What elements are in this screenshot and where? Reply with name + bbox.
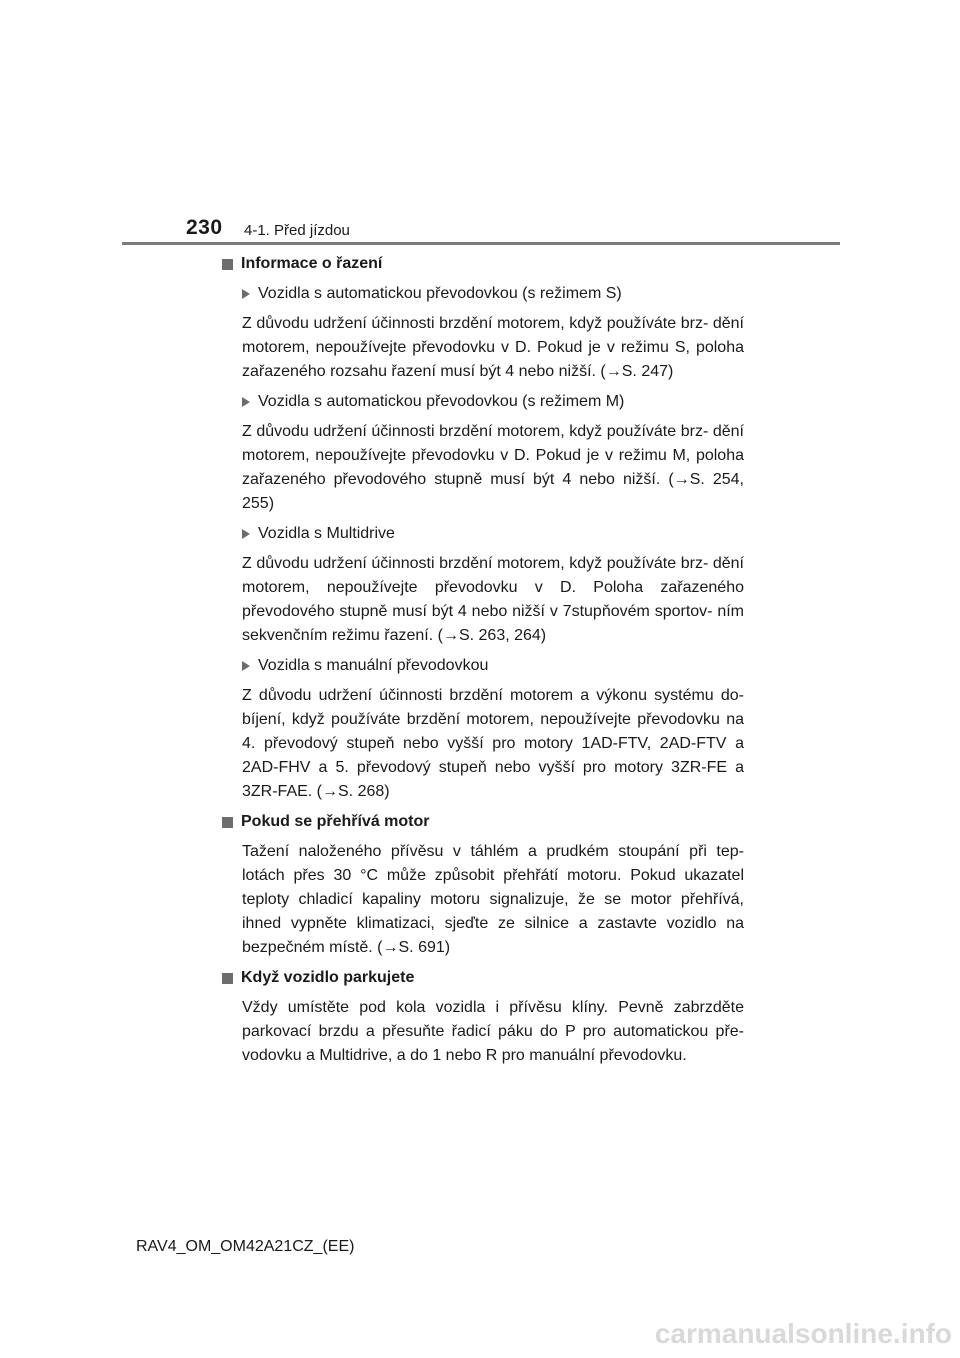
sub-heading xyxy=(222,654,744,678)
watermark: carmanualsonline.info xyxy=(654,1318,952,1349)
sub-heading xyxy=(222,390,744,414)
paragraph: Z důvodu udržení účinnosti brzdění motorem, když používáte brz- dění motorem, nepoužívejte převodovku v D. Pokud je v režimu S, poloha zařazeného rozsahu řazení musí být 4 nebo nižší. (→S. 247) xyxy=(242,315,744,380)
sub-heading xyxy=(222,282,744,306)
triangle-bullet-icon xyxy=(242,529,250,539)
section-heading xyxy=(222,810,744,834)
section-heading-text: Pokud se přehřívá motor xyxy=(241,813,430,830)
page-number: 230 xyxy=(186,216,223,239)
triangle-bullet-icon xyxy=(242,661,250,671)
paragraph: Vždy umístěte pod kola vozidla i přívěsu klíny. Pevně zabrzděte parkovací brzdu a přesuňte řadicí páku do P pro automatickou pře- vodovku a Multidrive, a do 1 nebo R pro manuální převodovku. xyxy=(242,999,744,1064)
sub-heading-text: Vozidla s automatickou převodovkou (s režimem M) xyxy=(258,393,625,410)
triangle-bullet-icon xyxy=(242,397,250,407)
square-bullet-icon xyxy=(222,817,233,828)
document-code: RAV4_OM_OM42A21CZ_(EE) xyxy=(136,1238,355,1255)
main-content xyxy=(222,252,744,1074)
triangle-bullet-icon xyxy=(242,289,250,299)
section-heading-text: Informace o řazení xyxy=(241,255,383,272)
sub-heading xyxy=(222,522,744,546)
square-bullet-icon xyxy=(222,259,233,270)
section-title: 4-1. Před jízdou xyxy=(244,222,350,239)
header-divider xyxy=(122,242,840,245)
paragraph: Z důvodu udržení účinnosti brzdění motorem a výkonu systému do- bíjení, když používáte brzdění motorem, nepoužívejte převodovku na 4. převodový stupeň nebo vyšší pro motory 1AD-FTV, 2AD-FTV a 2AD-FHV a 5. převodový stupeň nebo vyšší pro motory 3ZR-FE a 3ZR-FAE. (→S. 268) xyxy=(242,687,744,800)
paragraph: Z důvodu udržení účinnosti brzdění motorem, když používáte brz- dění motorem, nepoužívejte převodovku v D. Pokud je v režimu M, poloha zařazeného převodového stupně musí být 4 nebo nižší. (→S. 254, 255) xyxy=(242,423,744,512)
paragraph: Tažení naloženého přívěsu v táhlém a prudkém stoupání při tep- lotách přes 30 °C může způsobit přehřátí motoru. Pokud ukazatel teploty chladicí kapaliny motoru signalizuje, že se motor přehřívá, ihned vypněte klimatizaci, sjeďte ze silnice a zastavte vozidlo na bezpečném místě. (→S. 691) xyxy=(242,843,744,956)
sub-heading-text: Vozidla s automatickou převodovkou (s režimem S) xyxy=(258,285,622,302)
square-bullet-icon xyxy=(222,973,233,984)
sub-heading-text: Vozidla s Multidrive xyxy=(258,525,395,542)
section-heading xyxy=(222,252,744,276)
sub-heading-text: Vozidla s manuální převodovkou xyxy=(258,657,489,674)
section-heading xyxy=(222,966,744,990)
section-heading-text: Když vozidlo parkujete xyxy=(241,969,415,986)
paragraph: Z důvodu udržení účinnosti brzdění motorem, když používáte brz- dění motorem, nepoužívejte převodovku v D. Poloha zařazeného převodového stupně musí být 4 nebo nižší v 7stupňovém sportov- ním sekvenčním režimu řazení. (→S. 263, 264) xyxy=(242,555,744,644)
